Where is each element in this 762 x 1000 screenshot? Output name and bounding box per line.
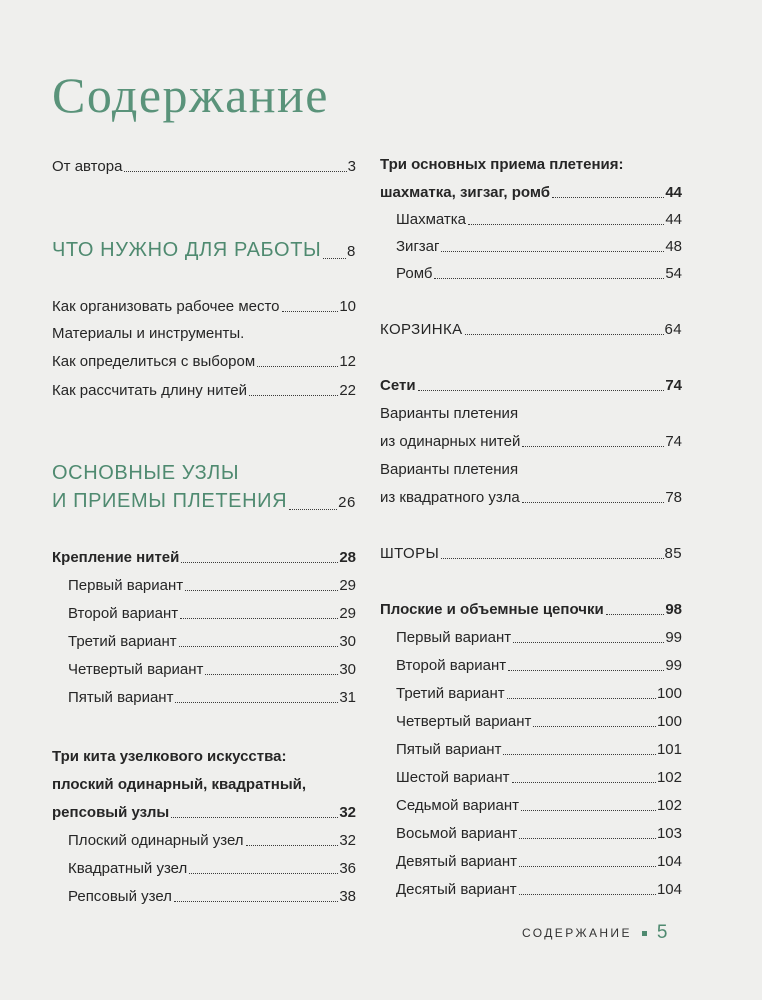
toc-entry-nets-a-line1: Варианты плетения xyxy=(380,405,519,422)
toc-entry-workplace[interactable]: Как организовать рабочее место 10 xyxy=(52,298,356,315)
page-title: Содержание xyxy=(52,67,329,123)
toc-subentry[interactable]: Зигзаг 48 xyxy=(396,238,682,255)
toc-subentry[interactable]: Ромб 54 xyxy=(396,265,682,282)
footer-section-label: СОДЕРЖАНИЕ xyxy=(522,926,632,940)
toc-entry-techniques-line1: Три основных приема плетения: xyxy=(380,156,624,173)
toc-subentry[interactable]: Плоский одинарный узел 32 xyxy=(68,832,356,849)
toc-entry-materials[interactable]: Как определиться с выбором 12 xyxy=(52,353,356,370)
toc-entry-nets-b[interactable]: из квадратного узла 78 xyxy=(380,489,682,506)
toc-entry-nets-b-line1: Варианты плетения xyxy=(380,461,519,478)
toc-entry-curtains[interactable]: ШТОРЫ 85 xyxy=(380,545,682,562)
toc-subentry[interactable]: Третий вариант 100 xyxy=(396,685,682,702)
toc-subentry[interactable]: Шестой вариант 102 xyxy=(396,769,682,786)
toc-chapter-knots[interactable]: И ПРИЕМЫ ПЛЕТЕНИЯ 26 xyxy=(52,490,356,512)
toc-subentry[interactable]: Второй вариант 99 xyxy=(396,657,682,674)
toc-chapter-tools[interactable]: ЧТО НУЖНО ДЛЯ РАБОТЫ 8 xyxy=(52,239,356,261)
toc-subentry[interactable]: Первый вариант 99 xyxy=(396,629,682,646)
toc-entry-three-knots[interactable]: репсовый узлы 32 xyxy=(52,804,356,821)
toc-subentry[interactable]: Девятый вариант 104 xyxy=(396,853,682,870)
page-footer xyxy=(522,922,682,944)
toc-subentry[interactable]: Третий вариант 30 xyxy=(68,633,356,650)
toc-subentry[interactable]: Второй вариант 29 xyxy=(68,605,356,622)
toc-chapter-knots-line1: ОСНОВНЫЕ УЗЛЫ xyxy=(52,462,240,484)
toc-entry-nets-a[interactable]: из одинарных нитей 74 xyxy=(380,433,682,450)
toc-subentry[interactable]: Четвертый вариант 30 xyxy=(68,661,356,678)
toc-subentry[interactable]: Репсовый узел 38 xyxy=(68,888,356,905)
toc-subentry[interactable]: Десятый вариант 104 xyxy=(396,881,682,898)
toc-entry-nets[interactable]: Сети 74 xyxy=(380,377,682,394)
toc-entry-basket[interactable]: КОРЗИНКА 64 xyxy=(380,321,682,338)
toc-entry-techniques[interactable]: шахматка, зигзаг, ромб 44 xyxy=(380,184,682,201)
toc-subentry[interactable]: Четвертый вариант 100 xyxy=(396,713,682,730)
toc-subentry[interactable]: Восьмой вариант 103 xyxy=(396,825,682,842)
toc-subentry[interactable]: Квадратный узел 36 xyxy=(68,860,356,877)
toc-entry-chains[interactable]: Плоские и объемные цепочки 98 xyxy=(380,601,682,618)
toc-subentry[interactable]: Шахматка 44 xyxy=(396,211,682,228)
toc-entry-thread-length[interactable]: Как рассчитать длину нитей 22 xyxy=(52,382,356,399)
toc-subentry[interactable]: Пятый вариант 101 xyxy=(396,741,682,758)
toc-subentry[interactable]: Первый вариант 29 xyxy=(68,577,356,594)
toc-entry-materials-line1: Материалы и инструменты. xyxy=(52,325,245,342)
toc-entry-three-knots-line2: плоский одинарный, квадратный, xyxy=(52,776,307,793)
page-number: 5 xyxy=(656,922,668,943)
toc-entry-three-knots-line1: Три кита узелкового искусства: xyxy=(52,748,287,765)
toc-subentry[interactable]: Пятый вариант 31 xyxy=(68,689,356,706)
toc-subentry[interactable]: Седьмой вариант 102 xyxy=(396,797,682,814)
toc-entry-intro[interactable]: От автора 3 xyxy=(52,158,356,175)
footer-square-icon xyxy=(642,931,647,936)
toc-entry-fastening[interactable]: Крепление нитей 28 xyxy=(52,549,356,566)
